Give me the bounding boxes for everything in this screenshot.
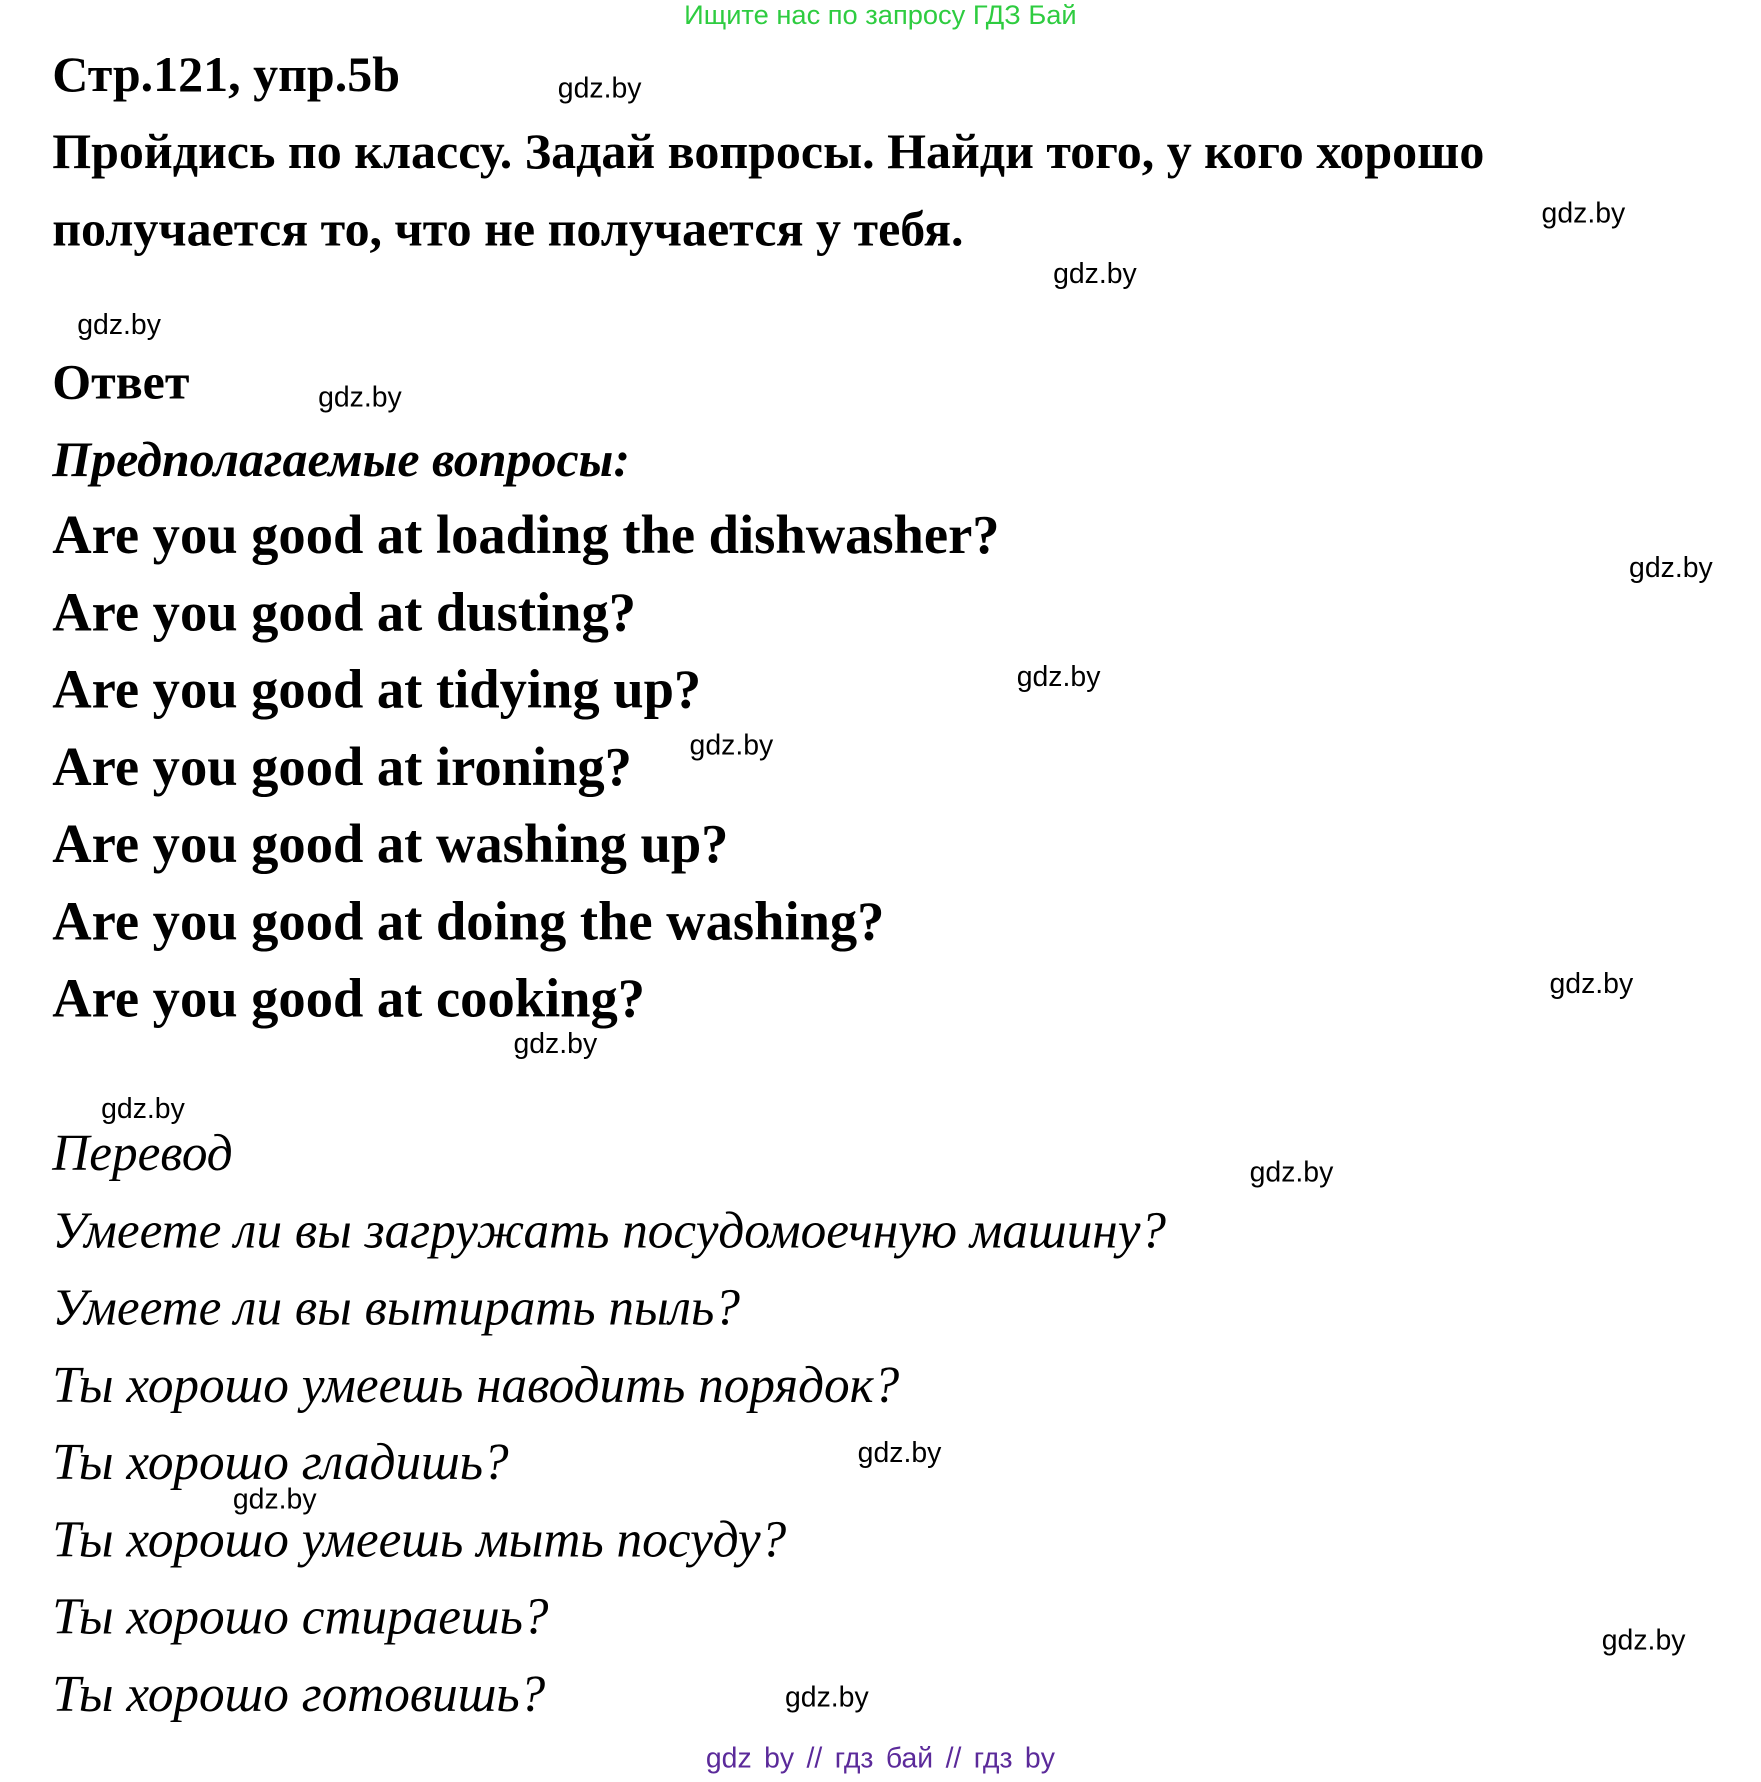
questions-heading: Предполагаемые вопросы: xyxy=(52,431,631,488)
translation-item: Ты хорошо умеешь мыть посуду? xyxy=(52,1509,787,1568)
watermark: gdz.by xyxy=(318,381,402,414)
translation-item: Умеете ли вы вытирать пыль? xyxy=(52,1278,740,1336)
task-line: Пройдись по классу. Задай вопросы. Найди того, у кого хорошо xyxy=(52,123,1485,180)
watermark: gdz.by xyxy=(1053,257,1137,290)
translation-item: Ты хорошо умеешь наводить порядок? xyxy=(52,1355,900,1414)
watermark: gdz.by xyxy=(689,729,774,762)
translation-item: Ты хорошо стираешь? xyxy=(52,1586,549,1645)
watermark: gdz.by xyxy=(1629,552,1713,584)
watermark: gdz.by xyxy=(1016,661,1101,693)
watermark: gdz.by xyxy=(857,1437,942,1469)
answer-label: Ответ xyxy=(52,354,190,411)
watermark: gdz.by xyxy=(101,1092,185,1125)
question-item: Are you good at cooking? xyxy=(52,969,646,1030)
watermark: gdz.by xyxy=(77,308,161,341)
question-item: Are you good at loading the dishwasher? xyxy=(52,505,1000,566)
watermark: gdz.by xyxy=(1541,197,1626,230)
translation-item: Умеете ли вы загружать посудомоечную машину? xyxy=(52,1200,1167,1259)
header-ad-link[interactable]: Ищите нас по запросу ГДЗ Бай xyxy=(684,0,1077,31)
footer-links[interactable]: gdz by // гдз бай // гдз by xyxy=(705,1742,1055,1775)
watermark: gdz.by xyxy=(1249,1156,1334,1189)
watermark: gdz.by xyxy=(1549,967,1634,1000)
question-item: Are you good at washing up? xyxy=(52,814,729,875)
watermark: gdz.by xyxy=(232,1483,317,1516)
watermark: gdz.by xyxy=(557,72,642,105)
watermark: gdz.by xyxy=(784,1681,869,1714)
question-item: Are you good at dusting? xyxy=(52,582,637,643)
task-line: получается то, что не получается у тебя. xyxy=(52,201,964,257)
question-item: Are you good at tidying up? xyxy=(52,660,702,721)
page-title: Стр.121, упр.5b xyxy=(52,46,400,103)
watermark: gdz.by xyxy=(513,1028,598,1060)
watermark: gdz.by xyxy=(1601,1624,1686,1657)
translation-item: Ты хорошо готовишь? xyxy=(52,1664,546,1723)
translation-label: Перевод xyxy=(52,1123,233,1182)
question-item: Are you good at doing the washing? xyxy=(52,891,885,952)
translation-item: Ты хорошо гладишь? xyxy=(52,1432,509,1491)
question-item: Are you good at ironing? xyxy=(52,737,632,798)
